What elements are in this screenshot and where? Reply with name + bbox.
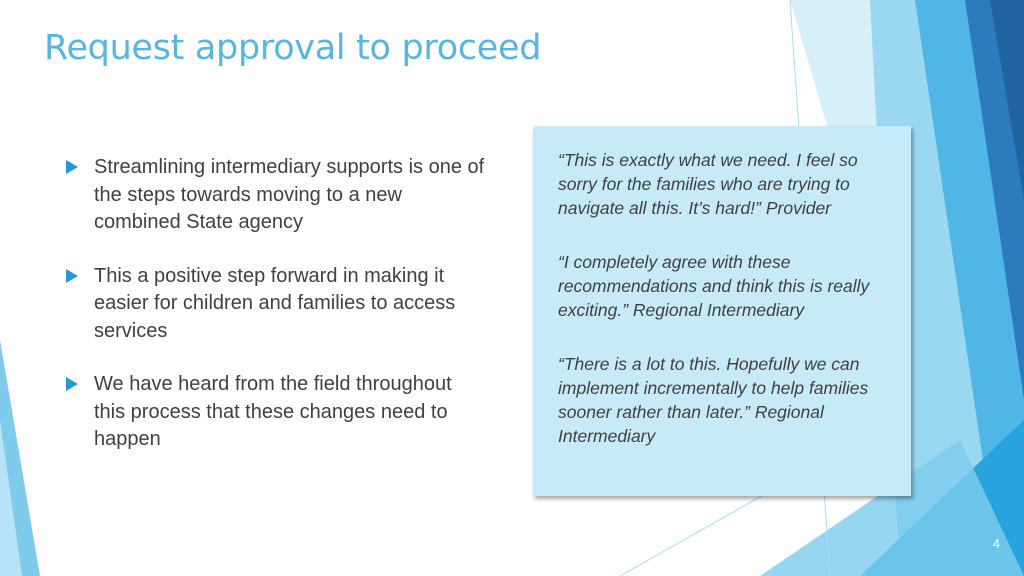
quote: “This is exactly what we need. I feel so sorry for the families who are trying to navigate all this. It’s hard!” Provider: [558, 150, 858, 218]
list-item: [66, 154, 486, 237]
quote: “I completely agree with these recommendations and think this is really exciting.” Regional Intermediary: [558, 252, 870, 320]
list-item: [66, 263, 486, 346]
arrow-bullet-icon: [66, 377, 78, 391]
quote: “There is a lot to this. Hopefully we can implement incrementally to help families sooner rather than later.” Regional Intermediary: [558, 354, 869, 446]
arrow-bullet-icon: [66, 269, 78, 283]
page-title: Request approval to proceed: [44, 28, 542, 68]
bullet-text: This a positive step forward in making it easier for children and families to access services: [94, 264, 456, 342]
arrow-bullet-icon: [66, 160, 78, 174]
list-item: [66, 371, 486, 454]
page-number: 4: [992, 536, 1000, 551]
bullet-text: Streamlining intermediary supports is one of the steps towards moving to a new combined State agency: [94, 156, 485, 233]
bullet-text: We have heard from the field throughout this process that these changes need to happen: [94, 373, 452, 450]
quotes-callout: [533, 126, 911, 496]
bullet-list: [66, 154, 486, 480]
